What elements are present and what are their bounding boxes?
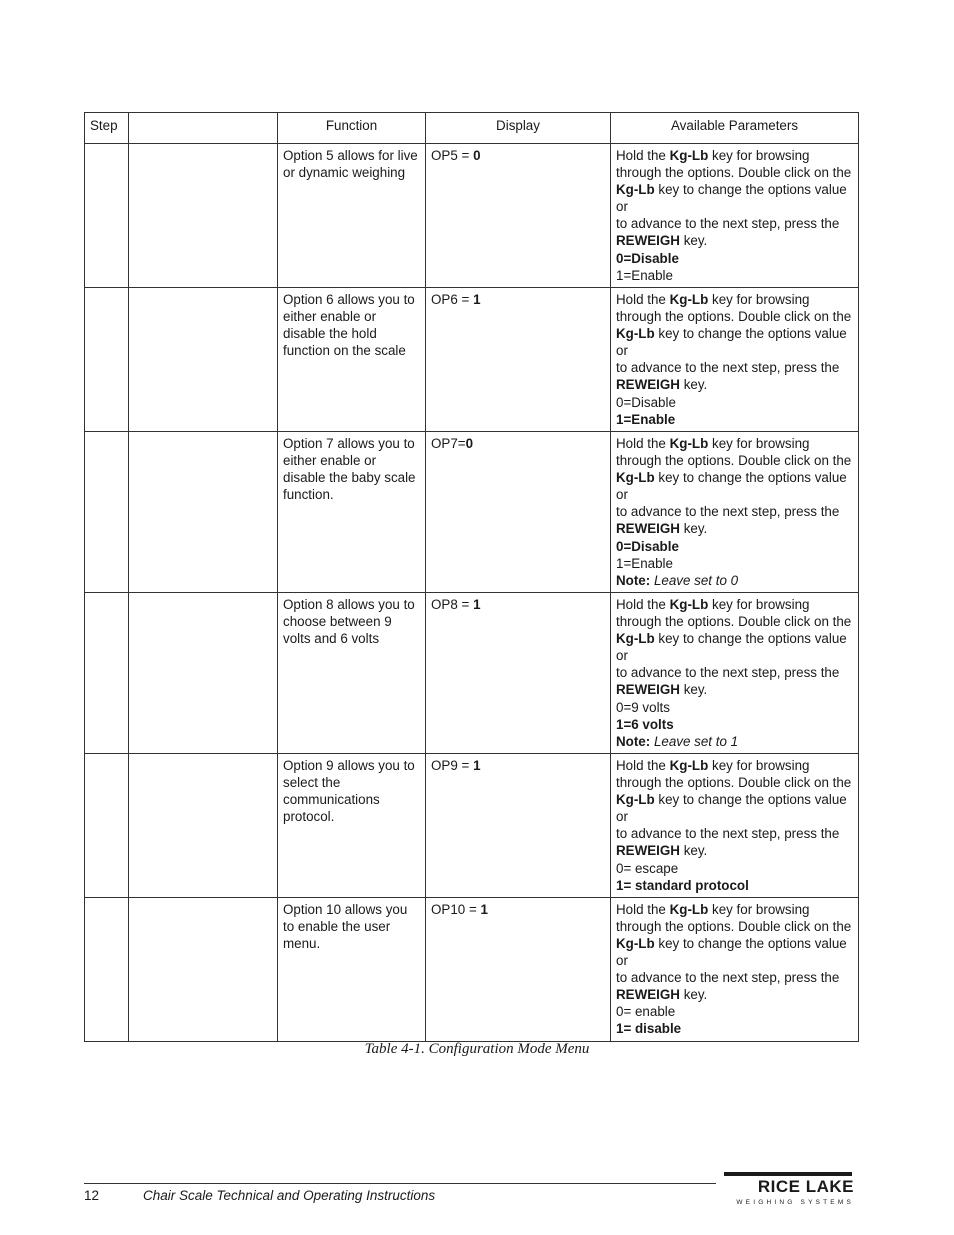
function-cell: Option 10 allows you to enable the user menu. xyxy=(278,897,426,1041)
step-cell xyxy=(85,288,129,432)
table-row xyxy=(85,432,859,593)
key-kg-lb: Kg-Lb xyxy=(669,148,709,163)
function-cell: Option 8 allows you to choose between 9 volts and 6 volts xyxy=(278,593,426,754)
params-change: key to change the options value or xyxy=(616,631,847,664)
step-cell xyxy=(85,897,129,1041)
table-row xyxy=(85,897,859,1041)
parameters-cell xyxy=(611,288,859,432)
note-text: Leave set to 0 xyxy=(650,572,739,588)
display-value: 0 xyxy=(473,148,481,163)
params-advance: to advance to the next step, press the xyxy=(616,504,840,520)
blank-cell xyxy=(129,288,278,432)
configuration-table xyxy=(84,112,859,1042)
step-cell xyxy=(85,754,129,898)
params-hold: Hold the xyxy=(616,597,670,612)
display-value: 1 xyxy=(473,292,481,307)
params-change: key to change the options value or xyxy=(616,326,847,359)
table-caption: Table 4-1. Configuration Mode Menu xyxy=(364,1041,590,1057)
display-cell xyxy=(426,432,611,593)
key-reweigh: REWEIGH xyxy=(616,233,680,249)
logo-subtext: WEIGHING SYSTEMS xyxy=(736,1199,854,1206)
option-1: 1=6 volts xyxy=(616,716,674,732)
params-change: key to change the options value or xyxy=(616,792,847,825)
key-kg-lb: Kg-Lb xyxy=(669,901,709,917)
params-browse: key for browsing through the options. Double click on the xyxy=(616,148,852,181)
display-label: OP5 = xyxy=(431,148,474,163)
params-browse: key for browsing through the options. Double click on the xyxy=(616,292,852,325)
page-number: 12 xyxy=(84,1188,100,1203)
option-0: 0=Disable xyxy=(616,250,679,266)
function-cell: Option 9 allows you to select the communications protocol. xyxy=(278,754,426,898)
params-hold: Hold the xyxy=(616,901,670,917)
key-kg-lb: Kg-Lb xyxy=(616,182,655,198)
params-hold: Hold the xyxy=(616,292,670,307)
parameters-cell xyxy=(611,593,859,754)
logo-bar xyxy=(724,1172,852,1176)
params-change: key to change the options value or xyxy=(616,182,847,215)
header-function: Function xyxy=(278,113,426,144)
params-keytail: key. xyxy=(679,843,708,859)
key-kg-lb: Kg-Lb xyxy=(616,792,655,808)
display-cell xyxy=(426,754,611,898)
params-change: key to change the options value or xyxy=(616,935,847,969)
key-kg-lb: Kg-Lb xyxy=(616,631,655,647)
key-kg-lb: Kg-Lb xyxy=(669,436,709,451)
header-blank xyxy=(129,113,278,144)
note-text: Leave set to 1 xyxy=(650,733,739,749)
step-cell xyxy=(85,593,129,754)
params-change: key to change the options value or xyxy=(616,470,847,503)
params-browse: key for browsing through the options. Double click on the xyxy=(616,597,852,630)
display-label: OP8 = xyxy=(431,597,474,612)
blank-cell xyxy=(129,897,278,1041)
params-keytail: key. xyxy=(679,521,708,537)
parameters-cell xyxy=(611,754,859,898)
function-cell: Option 6 allows you to either enable or disable the hold function on the scale xyxy=(278,288,426,432)
parameters-cell xyxy=(611,897,859,1041)
params-advance: to advance to the next step, press the xyxy=(616,826,840,842)
step-cell xyxy=(85,144,129,288)
params-hold: Hold the xyxy=(616,148,670,163)
function-cell: Option 5 allows for live or dynamic weighing xyxy=(278,144,426,288)
key-reweigh: REWEIGH xyxy=(616,987,680,1003)
table-row xyxy=(85,144,859,288)
table-row xyxy=(85,288,859,432)
display-label: OP10 = xyxy=(431,901,481,917)
option-1: 1= standard protocol xyxy=(616,877,749,893)
display-cell xyxy=(426,897,611,1041)
note-label: Note: xyxy=(616,572,651,588)
option-0: 0= escape xyxy=(616,860,679,876)
params-keytail: key. xyxy=(679,377,708,393)
note-label: Note: xyxy=(616,733,651,749)
params-advance: to advance to the next step, press the xyxy=(616,665,840,681)
key-kg-lb: Kg-Lb xyxy=(616,326,655,342)
key-reweigh: REWEIGH xyxy=(616,377,680,393)
params-advance: to advance to the next step, press the xyxy=(616,970,840,986)
params-hold: Hold the xyxy=(616,758,670,773)
option-0: 0=Disable xyxy=(616,538,679,554)
key-kg-lb: Kg-Lb xyxy=(669,597,709,612)
table-row xyxy=(85,754,859,898)
document-title: Chair Scale Technical and Operating Instructions xyxy=(143,1188,436,1203)
key-kg-lb: Kg-Lb xyxy=(669,758,709,773)
params-advance: to advance to the next step, press the xyxy=(616,360,840,376)
params-browse: key for browsing through the options. Double click on the xyxy=(616,758,852,791)
option-1: 1=Enable xyxy=(616,555,673,571)
key-reweigh: REWEIGH xyxy=(616,521,680,537)
key-reweigh: REWEIGH xyxy=(616,682,680,698)
display-cell xyxy=(426,288,611,432)
option-1: 1=Enable xyxy=(616,267,673,283)
header-display: Display xyxy=(426,113,611,144)
option-1: 1=Enable xyxy=(616,411,676,427)
table-row xyxy=(85,593,859,754)
blank-cell xyxy=(129,754,278,898)
display-cell xyxy=(426,144,611,288)
table-header-row xyxy=(85,113,859,144)
display-value: 1 xyxy=(480,901,488,917)
header-available-parameters: Available Parameters xyxy=(611,113,859,144)
option-0: 0=Disable xyxy=(616,394,676,410)
step-cell xyxy=(85,432,129,593)
params-advance: to advance to the next step, press the xyxy=(616,216,840,232)
display-value: 1 xyxy=(473,597,481,612)
key-reweigh: REWEIGH xyxy=(616,843,680,859)
params-browse: key for browsing through the options. Double click on the xyxy=(616,436,852,469)
key-kg-lb: Kg-Lb xyxy=(669,292,709,307)
option-1: 1= disable xyxy=(616,1021,682,1037)
display-value: 0 xyxy=(465,436,474,451)
params-keytail: key. xyxy=(679,682,708,698)
rice-lake-logo xyxy=(724,1172,854,1208)
display-label: OP9 = xyxy=(431,758,474,773)
params-hold: Hold the xyxy=(616,436,670,451)
blank-cell xyxy=(129,432,278,593)
parameters-cell xyxy=(611,432,859,593)
parameters-cell xyxy=(611,144,859,288)
header-step: Step xyxy=(85,113,129,144)
params-browse: key for browsing through the options. Double click on the xyxy=(616,901,852,934)
key-kg-lb: Kg-Lb xyxy=(616,935,655,951)
blank-cell xyxy=(129,593,278,754)
display-value: 1 xyxy=(473,758,481,773)
option-0: 0=9 volts xyxy=(616,699,670,715)
logo-text: RICE LAKE xyxy=(757,1177,854,1196)
function-cell: Option 7 allows you to either enable or disable the baby scale function. xyxy=(278,432,426,593)
footer-divider xyxy=(84,1183,716,1184)
params-keytail: key. xyxy=(679,987,708,1003)
blank-cell xyxy=(129,144,278,288)
option-0: 0= enable xyxy=(616,1004,676,1020)
display-label: OP7= xyxy=(431,436,466,451)
display-cell xyxy=(426,593,611,754)
key-kg-lb: Kg-Lb xyxy=(616,470,655,486)
params-keytail: key. xyxy=(679,233,708,249)
display-label: OP6 = xyxy=(431,292,474,307)
